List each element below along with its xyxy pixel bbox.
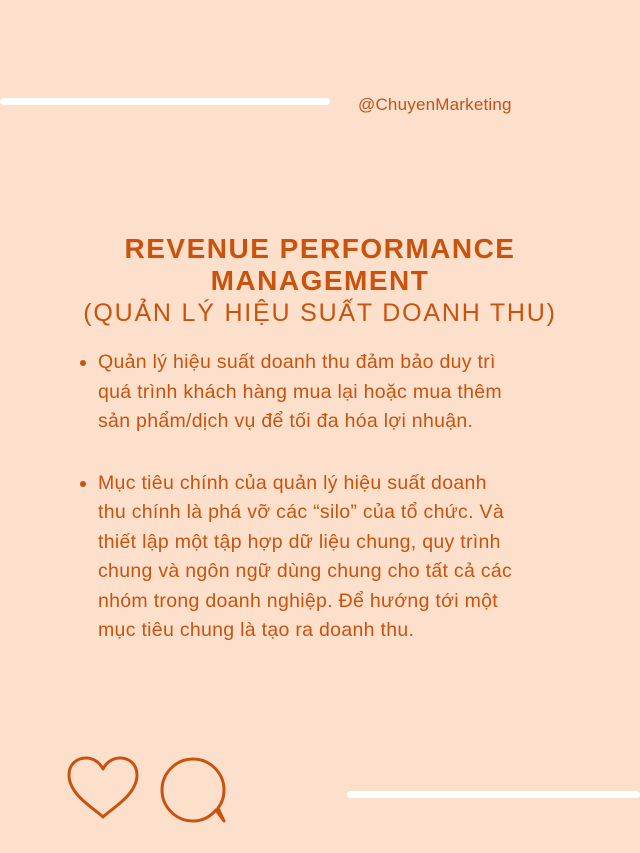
bullet-item-1 <box>76 348 596 437</box>
bullet-2-line-6: mục tiêu chung là tạo ra doanh thu. <box>98 619 415 641</box>
title-line-1: REVENUE PERFORMANCE <box>124 233 516 264</box>
bullet-dot <box>80 481 86 487</box>
bullet-2-line-3: thiết lập một tập hợp dữ liệu chung, quy trình <box>98 530 501 553</box>
bullet-item-2 <box>76 469 596 646</box>
subtitle: (QUẢN LÝ HIỆU SUẤT DOANH THU) <box>83 299 557 327</box>
author-handle: @ChuyenMarketing <box>358 95 512 114</box>
bullet-2-line-1: Mục tiêu chính của quản lý hiệu suất doanh <box>98 471 487 494</box>
comment-icon[interactable] <box>158 754 230 826</box>
bullet-dot <box>80 360 86 366</box>
bullet-1-line-2: quá trình khách hàng mua lại hoặc mua thêm <box>98 380 502 403</box>
bullet-list <box>76 348 596 678</box>
bullet-1-line-3: sản phẩm/dịch vụ để tối đa hóa lợi nhuận. <box>98 410 474 432</box>
bullet-2-line-5: nhóm trong doanh nghiệp. Để hướng tới một <box>98 589 498 612</box>
title-line-2: MANAGEMENT <box>210 265 430 296</box>
top-divider <box>0 98 330 105</box>
heart-icon[interactable] <box>65 755 141 821</box>
title-block <box>0 233 640 329</box>
bullet-2-line-4: chung và ngôn ngữ dùng chung cho tất cả các <box>98 560 513 582</box>
bottom-divider <box>347 791 640 798</box>
bullet-2-line-2: thu chính là phá vỡ các “silo” của tổ chức. Và <box>98 501 504 523</box>
bullet-1-line-1: Quản lý hiệu suất doanh thu đảm bảo duy trì <box>98 351 496 373</box>
